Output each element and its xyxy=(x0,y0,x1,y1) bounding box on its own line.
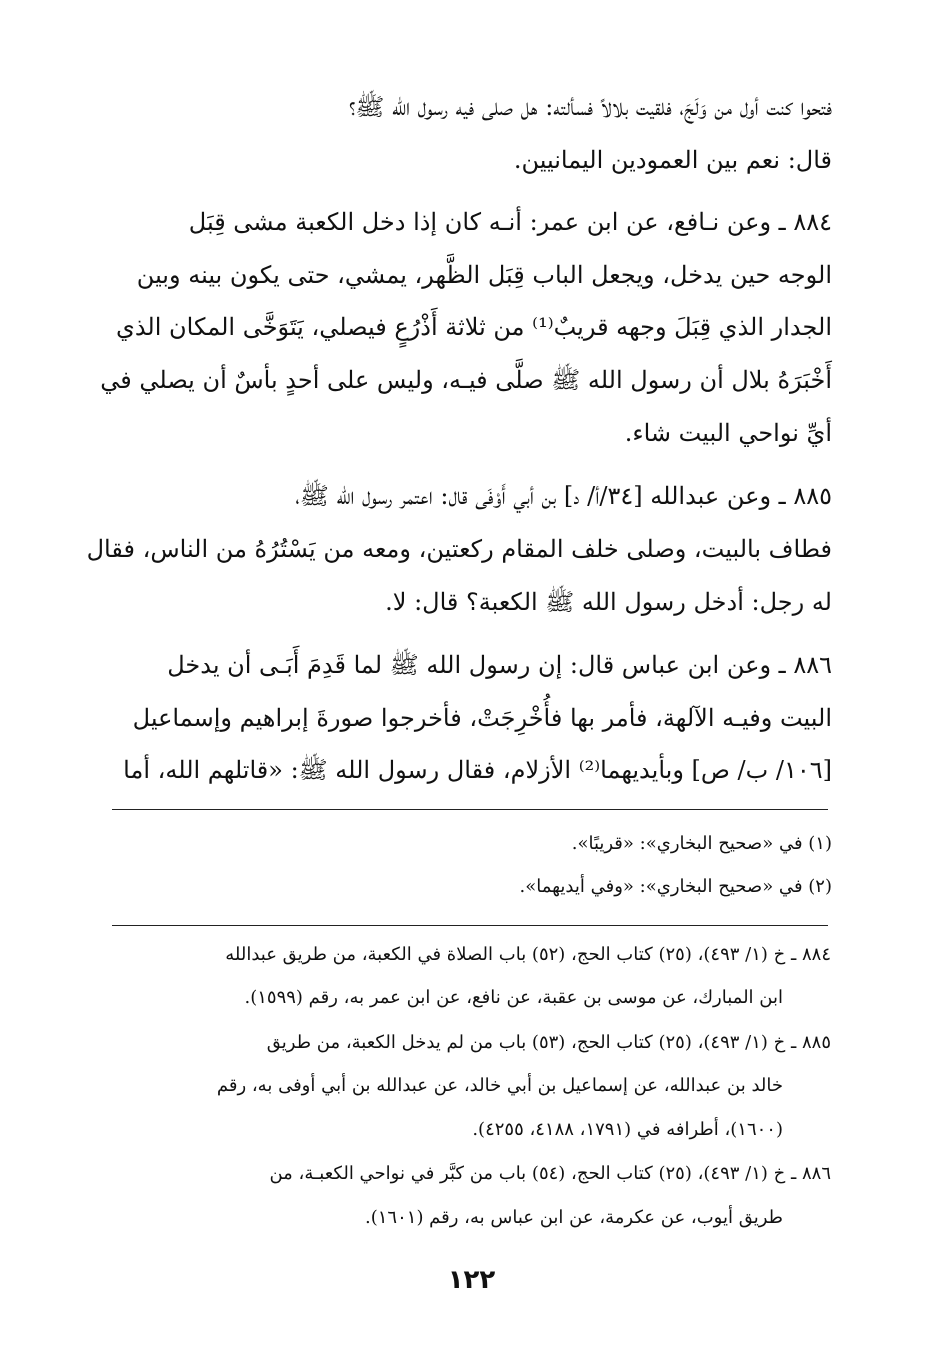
footnote-line: (١) في «صحيح البخاري»: «قريبًا». xyxy=(571,833,832,854)
text-line: ٨٨٦ ـ وعن ابن عباس قال: إن رسول الله ﷺ لما قَدِمَ أَبَـى أن يدخل xyxy=(167,651,832,679)
source-line: طريق أيوب، عن عكرمة، عن ابن عباس به، رقم (١٦٠١). xyxy=(365,1207,783,1228)
source-line: ٨٨٤ ـ خ (١/ ٤٩٣)، (٢٥) كتاب الحج، (٥٢) باب الصلاة في الكعبة، من طريق عبدالله xyxy=(225,944,831,965)
text-line: ٨٨٤ ـ وعن نـافع، عن ابن عمر: أنـه كان إذا دخل الكعبة مشى قِبَل xyxy=(188,208,832,236)
text-line: له رجل: أدخل رسول الله ﷺ الكعبة؟ قال: لا. xyxy=(385,588,832,616)
text-line: أيِّ نواحي البيت شاء. xyxy=(624,419,832,447)
source-line: (١٦٠٠)، أطرافه في (١٧٩١، ٤١٨٨، ٤٢٥٥). xyxy=(472,1119,783,1140)
footnote-divider xyxy=(112,809,828,810)
source-line: ٨٨٦ ـ خ (١/ ٤٩٣)، (٢٥) كتاب الحج، (٥٤) باب من كبَّر في نواحي الكعبـة، من xyxy=(269,1163,831,1184)
text-line: البيت وفيـه الآلهة، فأمر بها فأُخْرِجَتْ، فأخرجوا صورةَ إبراهيم وإسماعيل xyxy=(132,704,832,732)
source-line: ابن المبارك، عن موسى بن عقبة، عن نافع، عن ابن عمر به، رقم (١٥٩٩). xyxy=(244,987,783,1008)
text-line: أَخْبَرَهُ بلال أن رسول الله ﷺ صلَّى فيـه، وليس على أحدٍ بأسٌ أن يصلي في xyxy=(100,366,832,394)
text-line: فتحوا كنت أول من وَلَجَ، فلقيت بلالاً فسألته: هل صلى فيه رسول الله ﷺ؟ xyxy=(348,93,832,121)
footnote-line: (٢) في «صحيح البخاري»: «وفي أيديهما». xyxy=(519,876,832,897)
text-line: قال: نعم بين العمودين اليمانيين. xyxy=(513,146,832,174)
source-line: خالد بن عبدالله، عن إسماعيل بن أبي خالد، عن عبدالله بن أبي أوفى به، رقم xyxy=(216,1075,783,1096)
text-line: الوجه حين يدخل، ويجعل الباب قِبَل الظَّهر، يمشي، حتى يكون بينه وبين xyxy=(136,261,832,289)
sources-divider xyxy=(112,925,828,926)
page-number: ١٢٢ xyxy=(447,1265,496,1295)
text-line: الجدار الذي قِبَلَ وجهه قريبٌ⁽¹⁾ من ثلاثة أَذْرُعٍ فيصلي، يَتَوَخَّى المكان الذي xyxy=(116,313,832,341)
source-line: ٨٨٥ ـ خ (١/ ٤٩٣)، (٢٥) كتاب الحج، (٥٣) باب من لم يدخل الكعبة، من طريق xyxy=(266,1032,831,1053)
text-line: ٨٨٥ ـ وعن عبدالله [٣٤/أ/ د] بن أبي أَوْفَى قال: اعتمر رسول الله ﷺ، xyxy=(295,482,832,510)
text-line: فطاف بالبيت، وصلى خلف المقام ركعتين، ومعه من يَسْتُرُهُ من الناس، فقال xyxy=(86,535,832,563)
text-line: [١٠٦/ ب/ ص] وبأيديهما⁽²⁾ الأزلام، فقال رسول الله ﷺ: «قاتلهم الله، أما xyxy=(123,756,832,784)
